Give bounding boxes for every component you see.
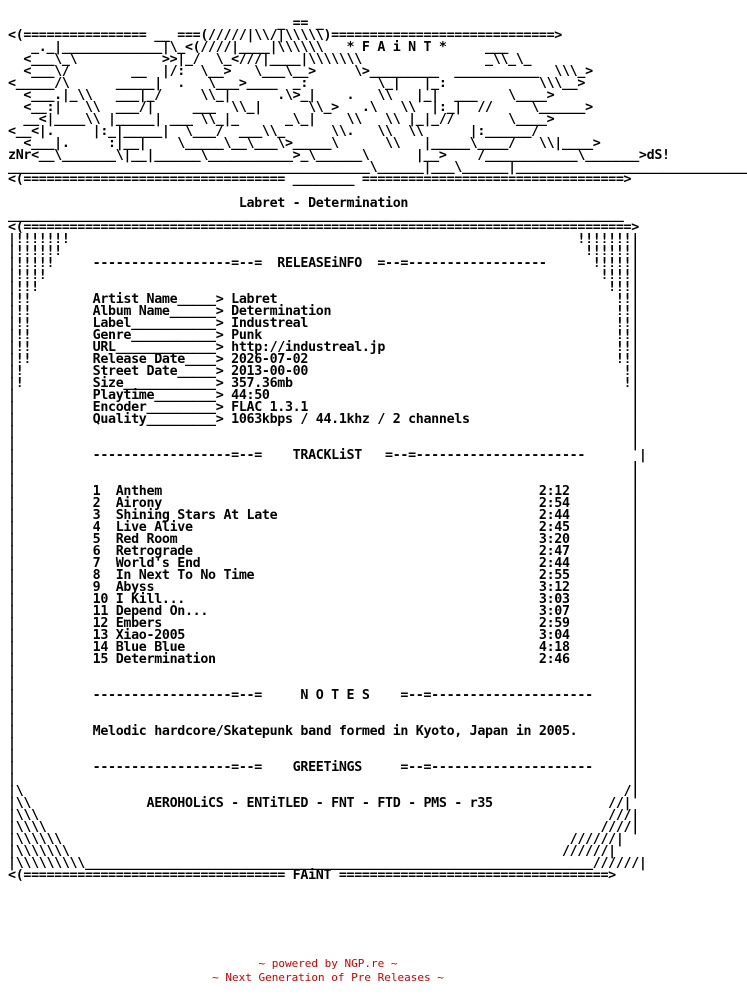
nfo-line: | | bbox=[8, 736, 639, 751]
nfo-document bbox=[8, 18, 747, 882]
nfo-line: | 6 Retrograde 2:47 | bbox=[8, 544, 639, 559]
nfo-line: | Quality_________> 1063kbps / 44.1khz / 2 channels | bbox=[8, 412, 639, 427]
nfo-line: | ------------------=--= GREETiNGS =--=--------------------- | bbox=[8, 760, 639, 775]
nfo-line: | | bbox=[8, 472, 639, 487]
nfo-line: |\\\\ ////| bbox=[8, 820, 639, 835]
nfo-line: | 8 In Next To No Time 2:55 | bbox=[8, 568, 639, 583]
nfo-line: |!!! !!!| bbox=[8, 280, 639, 295]
nfo-line: | 7 World's End 2:44 | bbox=[8, 556, 639, 571]
nfo-line: | 11 Depend On... 3:07 | bbox=[8, 604, 639, 619]
nfo-line: | 13 Xiao-2005 3:04 | bbox=[8, 628, 639, 643]
nfo-line: | 1 Anthem 2:12 | bbox=[8, 484, 639, 499]
nfo-line: <__<|. |:_|_____| \___/ ___\\_ \\. \\ \\ |:______/ bbox=[8, 124, 539, 139]
nfo-line: | | bbox=[8, 424, 639, 439]
nfo-line: | | bbox=[8, 712, 639, 727]
nfo-line: | 10 I Kill... 3:03 | bbox=[8, 592, 639, 607]
nfo-line: | | bbox=[8, 772, 639, 787]
nfo-line: | 5 Red Room 3:20 | bbox=[8, 532, 639, 547]
nfo-line: |!!!! !!!!| bbox=[8, 268, 639, 283]
nfo-line: _______________________________________________\______|___\______|______________________________ bbox=[8, 160, 747, 175]
nfo-line: zNr<__\_______\|__|______\___________>_\______\ |__> /____________\_______>dS! bbox=[8, 148, 670, 163]
nfo-line: | 12 Embers 2:59 | bbox=[8, 616, 639, 631]
nfo-line: | | bbox=[8, 700, 639, 715]
nfo-line: <(===============================================================================> bbox=[8, 220, 639, 235]
nfo-line: |\\\ ///| bbox=[8, 808, 639, 823]
nfo-line: | 14 Blue Blue 4:18 | bbox=[8, 640, 639, 655]
nfo-line: |!!!!!! !!!!!!| bbox=[8, 244, 639, 259]
nfo-line: | 15 Determination 2:46 | bbox=[8, 652, 639, 667]
nfo-line: | 9 Abyss 3:12 | bbox=[8, 580, 639, 595]
nfo-line: _._|_____________|\_<(////|____|\\\\\\ * F A i N T * ___ bbox=[8, 40, 509, 55]
nfo-line: <___.|_\\ ___|_/ \\_| .\>_| . \\ |_| ___ \____> bbox=[8, 88, 555, 103]
nfo-line: <___|. :|__| \_____\__\___\>_____\ \\ |_____\____/ \\|____> bbox=[8, 136, 601, 151]
nfo-line: _ == _ bbox=[8, 16, 324, 31]
nfo-line: <___\/ __ |/: \__> \___\__> \>_________ ___________ \\\_> bbox=[8, 64, 593, 79]
nfo-line: |\\\\\\\\\__________________________________________________________________//////| bbox=[8, 856, 647, 871]
nfo-line: |!! Release Date____> 2026-07-02 !!| bbox=[8, 352, 639, 367]
nfo-line: | Encoder_________> FLAC 1.3.1 | bbox=[8, 400, 639, 415]
nfo-line: |!! URL_____________> http://industreal.jp !!| bbox=[8, 340, 639, 355]
nfo-line: |! Street Date_____> 2013-00-00 !| bbox=[8, 364, 639, 379]
nfo-line: | Playtime________> 44:50 | bbox=[8, 388, 639, 403]
nfo-line: <__:| \\ ___/| ___ \\_| \\_> .\ \\ |:_| // \______> bbox=[8, 100, 593, 115]
powered-by-text[interactable]: ~ powered by NGP.re ~ bbox=[258, 957, 398, 970]
nfo-line: | ------------------=--= N O T E S =--=--------------------- | bbox=[8, 688, 639, 703]
nfo-line: |\\\\\\ //////| bbox=[8, 832, 624, 847]
nfo-line: |!! Genre___________> Punk !!| bbox=[8, 328, 639, 343]
nfo-line: | | bbox=[8, 460, 639, 475]
nfo-line: <(================ __ ===(/////|\\/|\\\\\)=============================> bbox=[8, 28, 562, 43]
nfo-line: | | bbox=[8, 748, 639, 763]
nfo-line: | 2 Airony 2:54 | bbox=[8, 496, 639, 511]
nfo-line: __<|____\\ |_____| ___ \\_|_ _\_| \\ \\ |_|_// \____> bbox=[8, 112, 555, 127]
nfo-line: <(================================== FAiNT ===================================> bbox=[8, 868, 616, 883]
nfo-line: |!! Artist Name_____> Labret !!| bbox=[8, 292, 639, 307]
nfo-line: |\\ AEROHOLiCS - ENTiTLED - FNT - FTD - PMS - r35 //| bbox=[8, 796, 632, 811]
nfo-line: |\\\\\\\ //////| bbox=[8, 844, 616, 859]
nfo-line: | Melodic hardcore/Skatepunk band formed in Kyoto, Japan in 2005. | bbox=[8, 724, 639, 739]
nfo-line: |!!!!!!! !!!!!!!| bbox=[8, 232, 639, 247]
nfo-line: <_____/\ _____| . \___>____ _: \_| |_: \\\__> bbox=[8, 76, 586, 91]
nfo-line: |\ /| bbox=[8, 784, 639, 799]
nfo-line: Labret - Determination bbox=[8, 196, 409, 211]
nfo-line: | ------------------=--= TRACKLiST =--=---------------------- | bbox=[8, 448, 647, 463]
nfo-line: | 3 Shining Stars At Late 2:44 | bbox=[8, 508, 639, 523]
nfo-line: <(================================== ________ ==================================> bbox=[8, 172, 632, 187]
nfo-line: | | bbox=[8, 664, 639, 679]
ngp-tagline[interactable]: ~ Next Generation of Pre Releases ~ bbox=[212, 971, 444, 984]
nfo-line: ________________________________________________________________________________ bbox=[8, 208, 624, 223]
nfo-line: |!!!!! ------------------=--= RELEASEiNFO =--=------------------ !!!!!| bbox=[8, 256, 639, 271]
nfo-line: |! Size____________> 357.36mb !| bbox=[8, 376, 639, 391]
nfo-line: |!! Label___________> Industreal !!| bbox=[8, 316, 639, 331]
nfo-line: |!! Album Name______> Determination !!| bbox=[8, 304, 639, 319]
nfo-line: | | bbox=[8, 676, 639, 691]
nfo-line: | 4 Live Alive 2:45 | bbox=[8, 520, 639, 535]
nfo-line: <___\_\ >>|_/ \_<///|____|\\\\\\\ _\\_\_ bbox=[8, 52, 532, 67]
nfo-line: | | bbox=[8, 436, 639, 451]
